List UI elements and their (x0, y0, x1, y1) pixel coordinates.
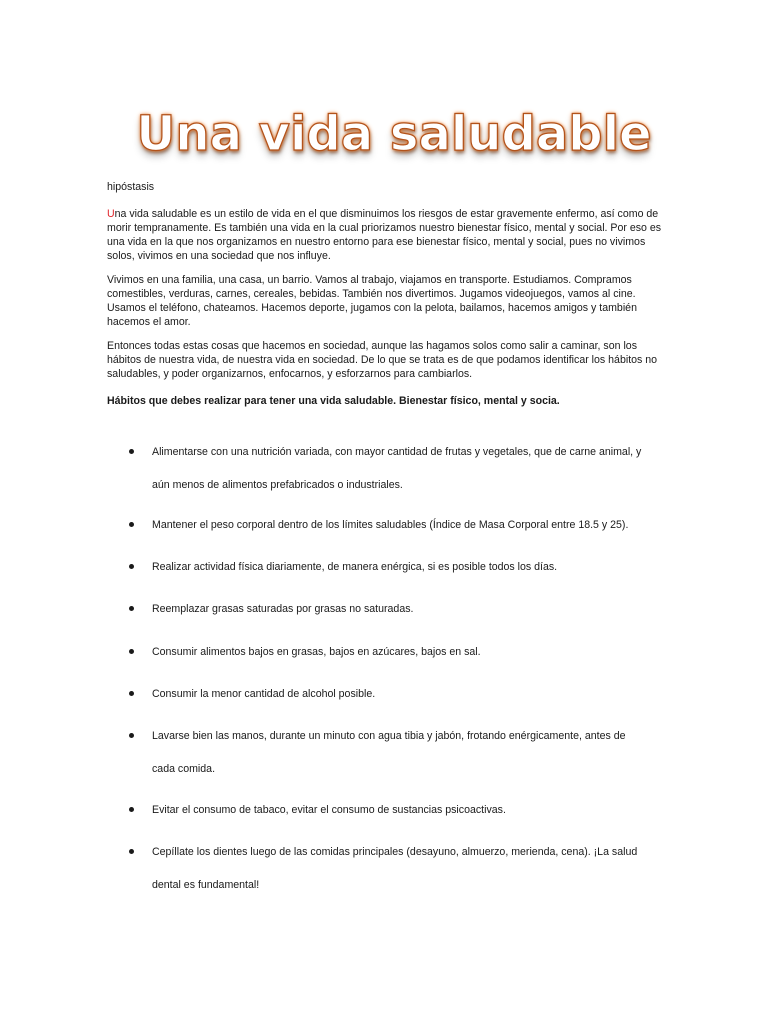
paragraph-habits: Entonces todas estas cosas que hacemos en sociedad, aunque las hagamos solos como salir a caminar, son los hábitos de nuestra vida, de nuestra vida en sociedad. De lo que se trata es de que podamos identificar los hábitos no saludables, y poder organizarnos, enfocarnos, y esforzarnos para cambiarlos. (107, 340, 658, 380)
list-item-line: Realizar actividad física diariamente, de manera enérgica, si es posible todos los días. (152, 561, 558, 573)
bullet-dot-icon (129, 733, 134, 738)
subtitle: hipóstasis (107, 181, 155, 193)
bullet-dot-icon (129, 691, 134, 696)
bullet-dot-icon (129, 649, 134, 654)
title-banner (0, 100, 768, 180)
bullet-dot-icon (129, 522, 134, 527)
list-item-line: Evitar el consumo de tabaco, evitar el consumo de sustancias psicoactivas. (152, 804, 506, 816)
bullet-dot-icon (129, 564, 134, 569)
list-item-line: cada comida. (152, 763, 216, 775)
list-item-line: Reemplazar grasas saturadas por grasas no saturadas. (152, 603, 414, 615)
list-item-line: Consumir la menor cantidad de alcohol posible. (152, 688, 376, 700)
paragraph-intro-text: na vida saludable es un estilo de vida en el que disminuimos los riesgos de estar gravemente enfermo, así como de morir tempranamente. Es también una vida en la cual priorizamos nuestro bienestar físico, mental y social. Por eso es una vida en la que nos organizamos en nuestro entorno para ese bienestar físico, mental y social, pues no vivimos solos, vivimos en una sociedad que nos influye. (107, 208, 662, 262)
list-item-line: Mantener el peso corporal dentro de los límites saludables (Índice de Masa Corporal entre 18.5 y 25). (152, 519, 629, 531)
list-item-line: Cepíllate los dientes luego de las comidas principales (desayuno, almuerzo, merienda, cena). ¡La salud (152, 846, 638, 858)
list-item-text (152, 436, 662, 502)
drop-cap: U (107, 208, 115, 220)
list-item-text (152, 836, 662, 902)
list-item-text (152, 636, 662, 669)
bullet-dot-icon (129, 606, 134, 611)
list-item-line: Consumir alimentos bajos en grasas, bajos en azúcares, bajos en sal. (152, 646, 481, 658)
list-item-text (152, 678, 662, 711)
list-item-line: Lavarse bien las manos, durante un minuto con agua tibia y jabón, frotando enérgicamente, antes de (152, 730, 626, 742)
bullet-dot-icon (129, 807, 134, 812)
bullet-dot-icon (129, 849, 134, 854)
list-item-line: aún menos de alimentos prefabricados o industriales. (152, 479, 403, 491)
list-item-text (152, 551, 662, 584)
page-title: Una vida saludable (136, 106, 652, 162)
list-item-text (152, 720, 662, 786)
list-item-text (152, 794, 662, 827)
list-item-line: Alimentarse con una nutrición variada, con mayor cantidad de frutas y vegetales, que de carne animal, y (152, 446, 642, 458)
list-item-text (152, 509, 662, 542)
paragraph-intro (107, 207, 662, 263)
bullet-dot-icon (129, 449, 134, 454)
paragraph-daily-life: Vivimos en una familia, una casa, un barrio. Vamos al trabajo, viajamos en transporte. Estudiamos. Compramos comestibles, verduras, carnes, cereales, bebidas. También nos divertimos. Jugamos videojuegos, vamos al cine. Usamos el teléfono, chateamos. Hacemos deporte, jugamos con la pelota, bailamos, hacemos amigos y también hacemos el amor. (107, 274, 637, 328)
list-item-line: dental es fundamental! (152, 879, 260, 891)
section-heading: Hábitos que debes realizar para tener una vida saludable. Bienestar físico, mental y socia. (107, 395, 560, 407)
list-item-text (152, 593, 662, 626)
